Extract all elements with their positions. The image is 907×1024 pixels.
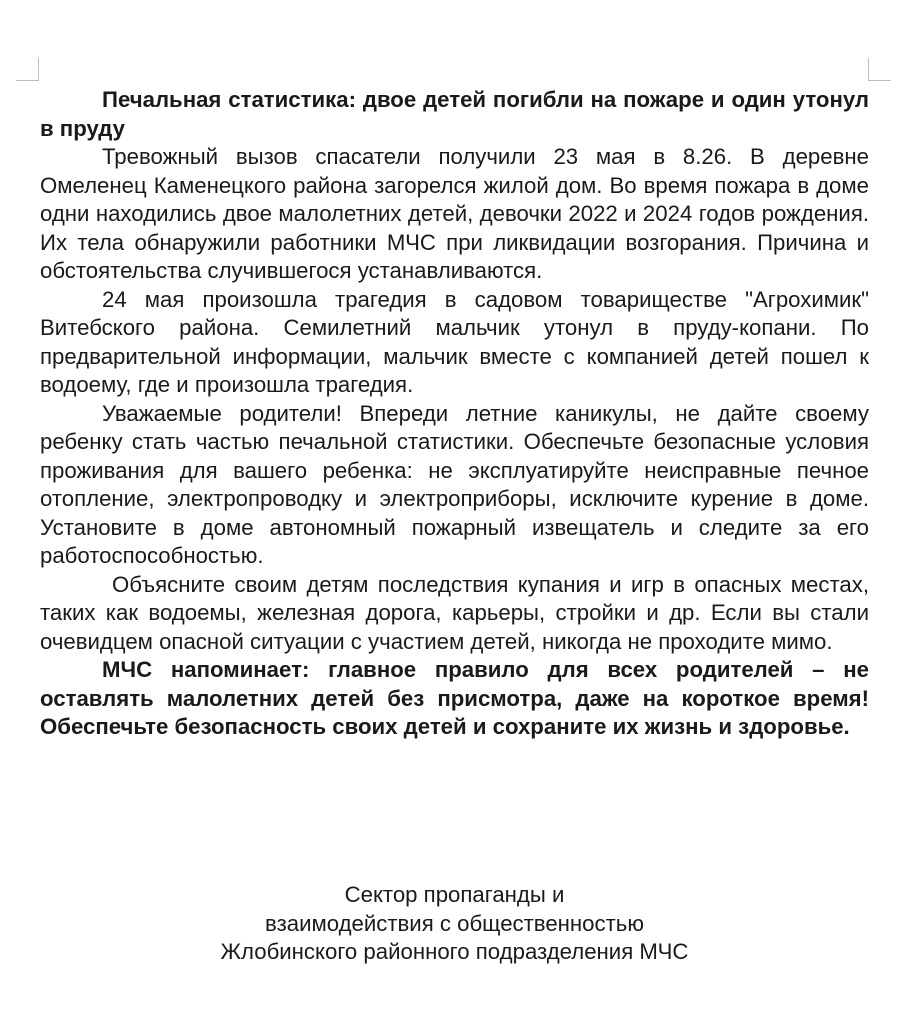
paragraph-appeal: Уважаемые родители! Впереди летние каникулы, не дайте своему ребенку стать частью печальной статистики. Обеспечьте безопасные условия проживания для вашего ребенка: не эксплуатируйте неисправные печное отопление, электропроводку и электроприборы, исключите курение в доме. Установите в доме автономный пожарный извещатель и следите за его работоспособностью. [40, 400, 869, 568]
signature-block [40, 881, 869, 967]
paragraph-drowning: 24 мая произошла трагедия в садовом товариществе "Агрохимик" Витебского района. Семилетний мальчик утонул в пруду-копани. По предварительной информации, мальчик вместе с компанией детей пошел к водоему, где и произошла трагедия. [40, 286, 869, 397]
signature-line-3: Жлобинского районного подразделения МЧС [220, 939, 689, 964]
signature-line-2: взаимодействия с общественностью [265, 910, 644, 936]
paragraph-warning: МЧС напоминает: главное правило для всех родителей – не оставлять малолетних детей без присмотра, даже на короткое время! Обеспечьте безопасность своих детей и сохраните их жизнь и здоровье. [40, 657, 869, 739]
page-corner-mark-top-left [16, 58, 39, 81]
signature-line-1: Сектор пропаганды и [344, 882, 565, 907]
document-page [40, 86, 869, 742]
page-corner-mark-top-right [868, 58, 891, 81]
paragraph-fire: Тревожный вызов спасатели получили 23 мая в 8.26. В деревне Омеленец Каменецкого района загорелся жилой дом. Во время пожара в доме одни находились двое малолетних детей, девочки 2022 и 2024 годов рождения. Их тела обнаружили работники МЧС при ликвидации возгорания. Причина и обстоятельства случившегося устанавливаются. [40, 144, 869, 283]
document-title: Печальная статистика: двое детей погибли на пожаре и один утонул в пруду [40, 87, 869, 141]
paragraph-dangerous-places: Объясните своим детям последствия купания и игр в опасных местах, таких как водоемы, железная дорога, карьеры, стройки и др. Если вы стали очевидцем опасной ситуации с участием детей, никогда не проходите мимо. [40, 571, 869, 654]
